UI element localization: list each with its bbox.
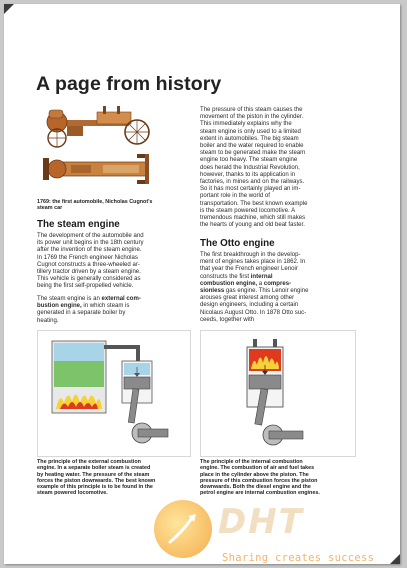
otto-engine-paragraph xyxy=(200,252,308,324)
text-line: the hearts of young and old beat faster. xyxy=(200,222,305,229)
text-line: that year the French engineer Lenoir xyxy=(200,266,298,273)
text-line: its power unit begins in the 18th century xyxy=(37,240,144,247)
text-line: The pressure of this steam causes the xyxy=(200,107,303,113)
text-line: however, thanks to its application in xyxy=(200,171,296,178)
caption-line: pressure of this combustion forces the piston xyxy=(200,477,318,484)
cugnot-top-view xyxy=(43,154,149,184)
text-line: engine too heavy. The steam engine xyxy=(200,157,298,164)
otto-engine-heading: The Otto engine xyxy=(200,238,275,249)
text-line: extent in automobiles. The big steam xyxy=(200,135,299,142)
emphasis-term: combustion engine, xyxy=(200,280,258,287)
text-line: ment of engines takes place in 1862. In xyxy=(200,259,306,266)
text-line: So it has most certainly played an im- xyxy=(200,186,301,193)
cugnot-side-view xyxy=(47,106,149,147)
text-line: generated in a separate boiler by xyxy=(37,310,126,317)
external-combustion-caption xyxy=(37,459,155,497)
text-line: factories, in mines and on the railways. xyxy=(200,179,305,186)
text-line: This immediately explains why the xyxy=(200,121,292,128)
caption-line: forces the piston downwards. The best known xyxy=(37,477,156,484)
steam-engine-heading: The steam engine xyxy=(37,219,120,230)
caption-line: 1769: the first automobile, Nicholas Cugnot's xyxy=(37,199,153,205)
text-line: tillery tractor driven by a steam engine. xyxy=(37,269,141,276)
text-line: being the first self-propelled vehicle. xyxy=(37,283,134,290)
emphasis-term: sionless xyxy=(200,288,225,295)
caption-line: place in the cylinder above the piston. The xyxy=(200,471,309,478)
text-line: steam to be generated make the steam xyxy=(200,150,306,157)
steam-engine-continued-paragraph xyxy=(200,107,307,229)
watermark-arrow-icon xyxy=(162,508,204,550)
text-run: gas engine. This Lenoir engine xyxy=(224,288,309,295)
text-run: The steam engine is an xyxy=(37,296,102,302)
text-line: tremendous machine, which still makes xyxy=(200,215,306,222)
text-line: steam engine is only used to a limited xyxy=(200,128,301,135)
text-line: is the steam powered locomotive. A xyxy=(200,207,296,214)
caption-line: The principle of the external combustion xyxy=(37,459,141,465)
text-line: In 1769 the French engineer Nicholas xyxy=(37,254,138,261)
text-line: design engineers, including a certain xyxy=(200,302,299,309)
page-corner-mark xyxy=(390,554,400,564)
text-line: portant role in the world of xyxy=(200,193,270,200)
cugnot-steam-car-illustration xyxy=(37,102,163,196)
text-line: ceeds, together with xyxy=(200,316,255,323)
text-line: does herald the Industrial Revolution, xyxy=(200,164,300,171)
external-combustion-illustration xyxy=(37,330,191,457)
text-line: Nicolaus August Otto. In 1878 Otto suc- xyxy=(200,309,307,316)
internal-combustion-illustration xyxy=(200,330,356,457)
page-title: A page from history xyxy=(36,73,222,95)
watermark-logo-text: DHT xyxy=(218,502,304,542)
text-line: Cugnot constructs a three-wheeled ar- xyxy=(37,261,140,268)
emphasis-term: external com- xyxy=(101,296,141,302)
text-line: movement of the piston in the cylinder. xyxy=(200,114,304,121)
caption-line: steam car xyxy=(37,205,63,212)
text-line: boiler and the water required to enable xyxy=(200,143,304,150)
cugnot-caption xyxy=(37,199,152,212)
steam-engine-paragraph-1 xyxy=(37,233,144,291)
caption-line: engine. The combustion of air and fuel takes xyxy=(200,465,315,472)
text-line: arouses great interest among other xyxy=(200,295,295,302)
steam-engine-paragraph-2 xyxy=(37,296,141,325)
text-run: a xyxy=(257,280,264,287)
text-line: after the invention of the steam engine. xyxy=(37,247,142,254)
text-line: heating. xyxy=(37,317,59,324)
text-line: transportation. The best known example xyxy=(200,200,308,207)
document-page xyxy=(4,4,400,564)
text-run: constructs the first xyxy=(200,273,251,280)
caption-line: by heating water. The pressure of the steam xyxy=(37,471,150,478)
text-line: The first breakthrough in the develop- xyxy=(200,252,301,258)
watermark-tagline: Sharing creates success xyxy=(222,552,375,564)
caption-line: engine. In a separate boiler steam is created xyxy=(37,465,151,472)
emphasis-term: bustion engine, xyxy=(37,303,82,310)
emphasis-term: internal xyxy=(250,273,273,280)
caption-line: downwards. Both the diesel engine and the xyxy=(200,484,311,491)
emphasis-term: compres- xyxy=(263,280,292,287)
page-corner-mark xyxy=(4,4,14,14)
text-line: This vehicle is generally considered as xyxy=(37,276,141,283)
caption-line: The principle of the internal combustion xyxy=(200,459,303,465)
internal-combustion-caption xyxy=(200,459,320,497)
caption-line: example of this principle is to be found in the xyxy=(37,484,153,491)
caption-line: petrol engine are internal combustion engines. xyxy=(200,490,320,497)
caption-line: steam powered locomotive. xyxy=(37,490,108,497)
text-run: in which steam is xyxy=(81,303,130,310)
text-line: The development of the automobile and xyxy=(37,233,144,239)
